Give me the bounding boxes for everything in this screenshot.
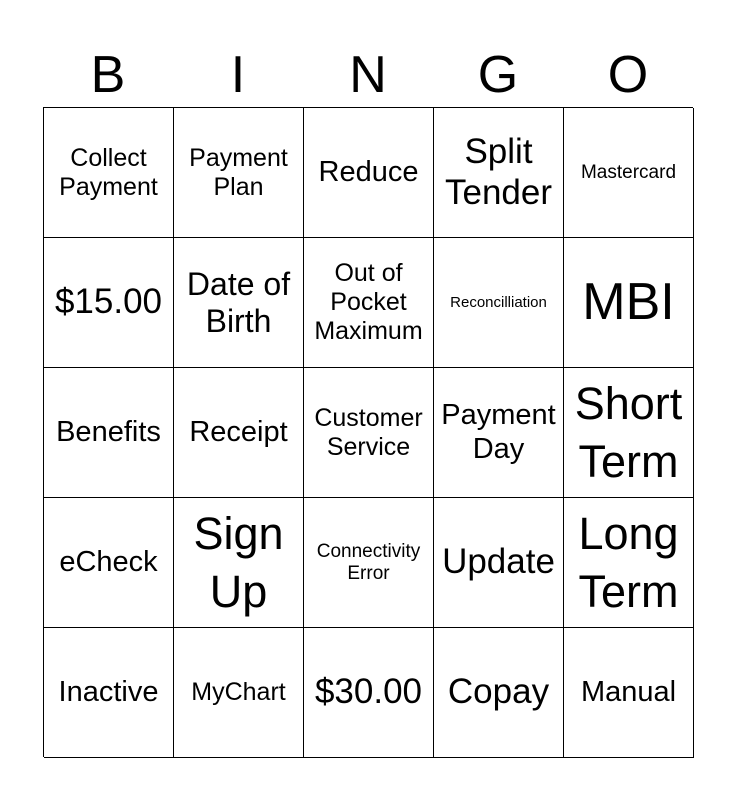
bingo-cell[interactable]: Reduce — [304, 108, 434, 238]
bingo-cell[interactable]: Payment Plan — [174, 108, 304, 238]
bingo-cell[interactable]: Connectivity Error — [304, 498, 434, 628]
bingo-cell[interactable]: Receipt — [174, 368, 304, 498]
bingo-cell[interactable]: Split Tender — [434, 108, 564, 238]
bingo-cell[interactable]: Reconcilliation — [434, 238, 564, 368]
bingo-cell[interactable]: MBI — [564, 238, 694, 368]
bingo-cell[interactable]: Payment Day — [434, 368, 564, 498]
bingo-header — [43, 42, 693, 108]
bingo-cell[interactable]: Inactive — [44, 628, 174, 758]
bingo-cell[interactable]: Short Term — [564, 368, 694, 498]
bingo-cell[interactable]: Long Term — [564, 498, 694, 628]
bingo-cell[interactable]: Out of Pocket Maximum — [304, 238, 434, 368]
bingo-cell[interactable]: Sign Up — [174, 498, 304, 628]
bingo-cell[interactable]: MyChart — [174, 628, 304, 758]
bingo-cell[interactable]: $30.00 — [304, 628, 434, 758]
bingo-cell[interactable]: Update — [434, 498, 564, 628]
bingo-cell[interactable]: Date of Birth — [174, 238, 304, 368]
header-letter-b: B — [90, 46, 126, 104]
bingo-cell[interactable]: Collect Payment — [44, 108, 174, 238]
header-letter-i: I — [230, 46, 246, 104]
header-letter-o: O — [607, 46, 649, 104]
bingo-cell[interactable]: Manual — [564, 628, 694, 758]
bingo-cell[interactable]: $15.00 — [44, 238, 174, 368]
bingo-cell[interactable]: eCheck — [44, 498, 174, 628]
header-letter-g: G — [477, 46, 519, 104]
header-letter-n: N — [349, 46, 387, 104]
bingo-cell[interactable]: Copay — [434, 628, 564, 758]
bingo-cell[interactable]: Benefits — [44, 368, 174, 498]
bingo-cell[interactable]: Customer Service — [304, 368, 434, 498]
bingo-cell[interactable]: Mastercard — [564, 108, 694, 238]
bingo-board — [43, 107, 693, 757]
